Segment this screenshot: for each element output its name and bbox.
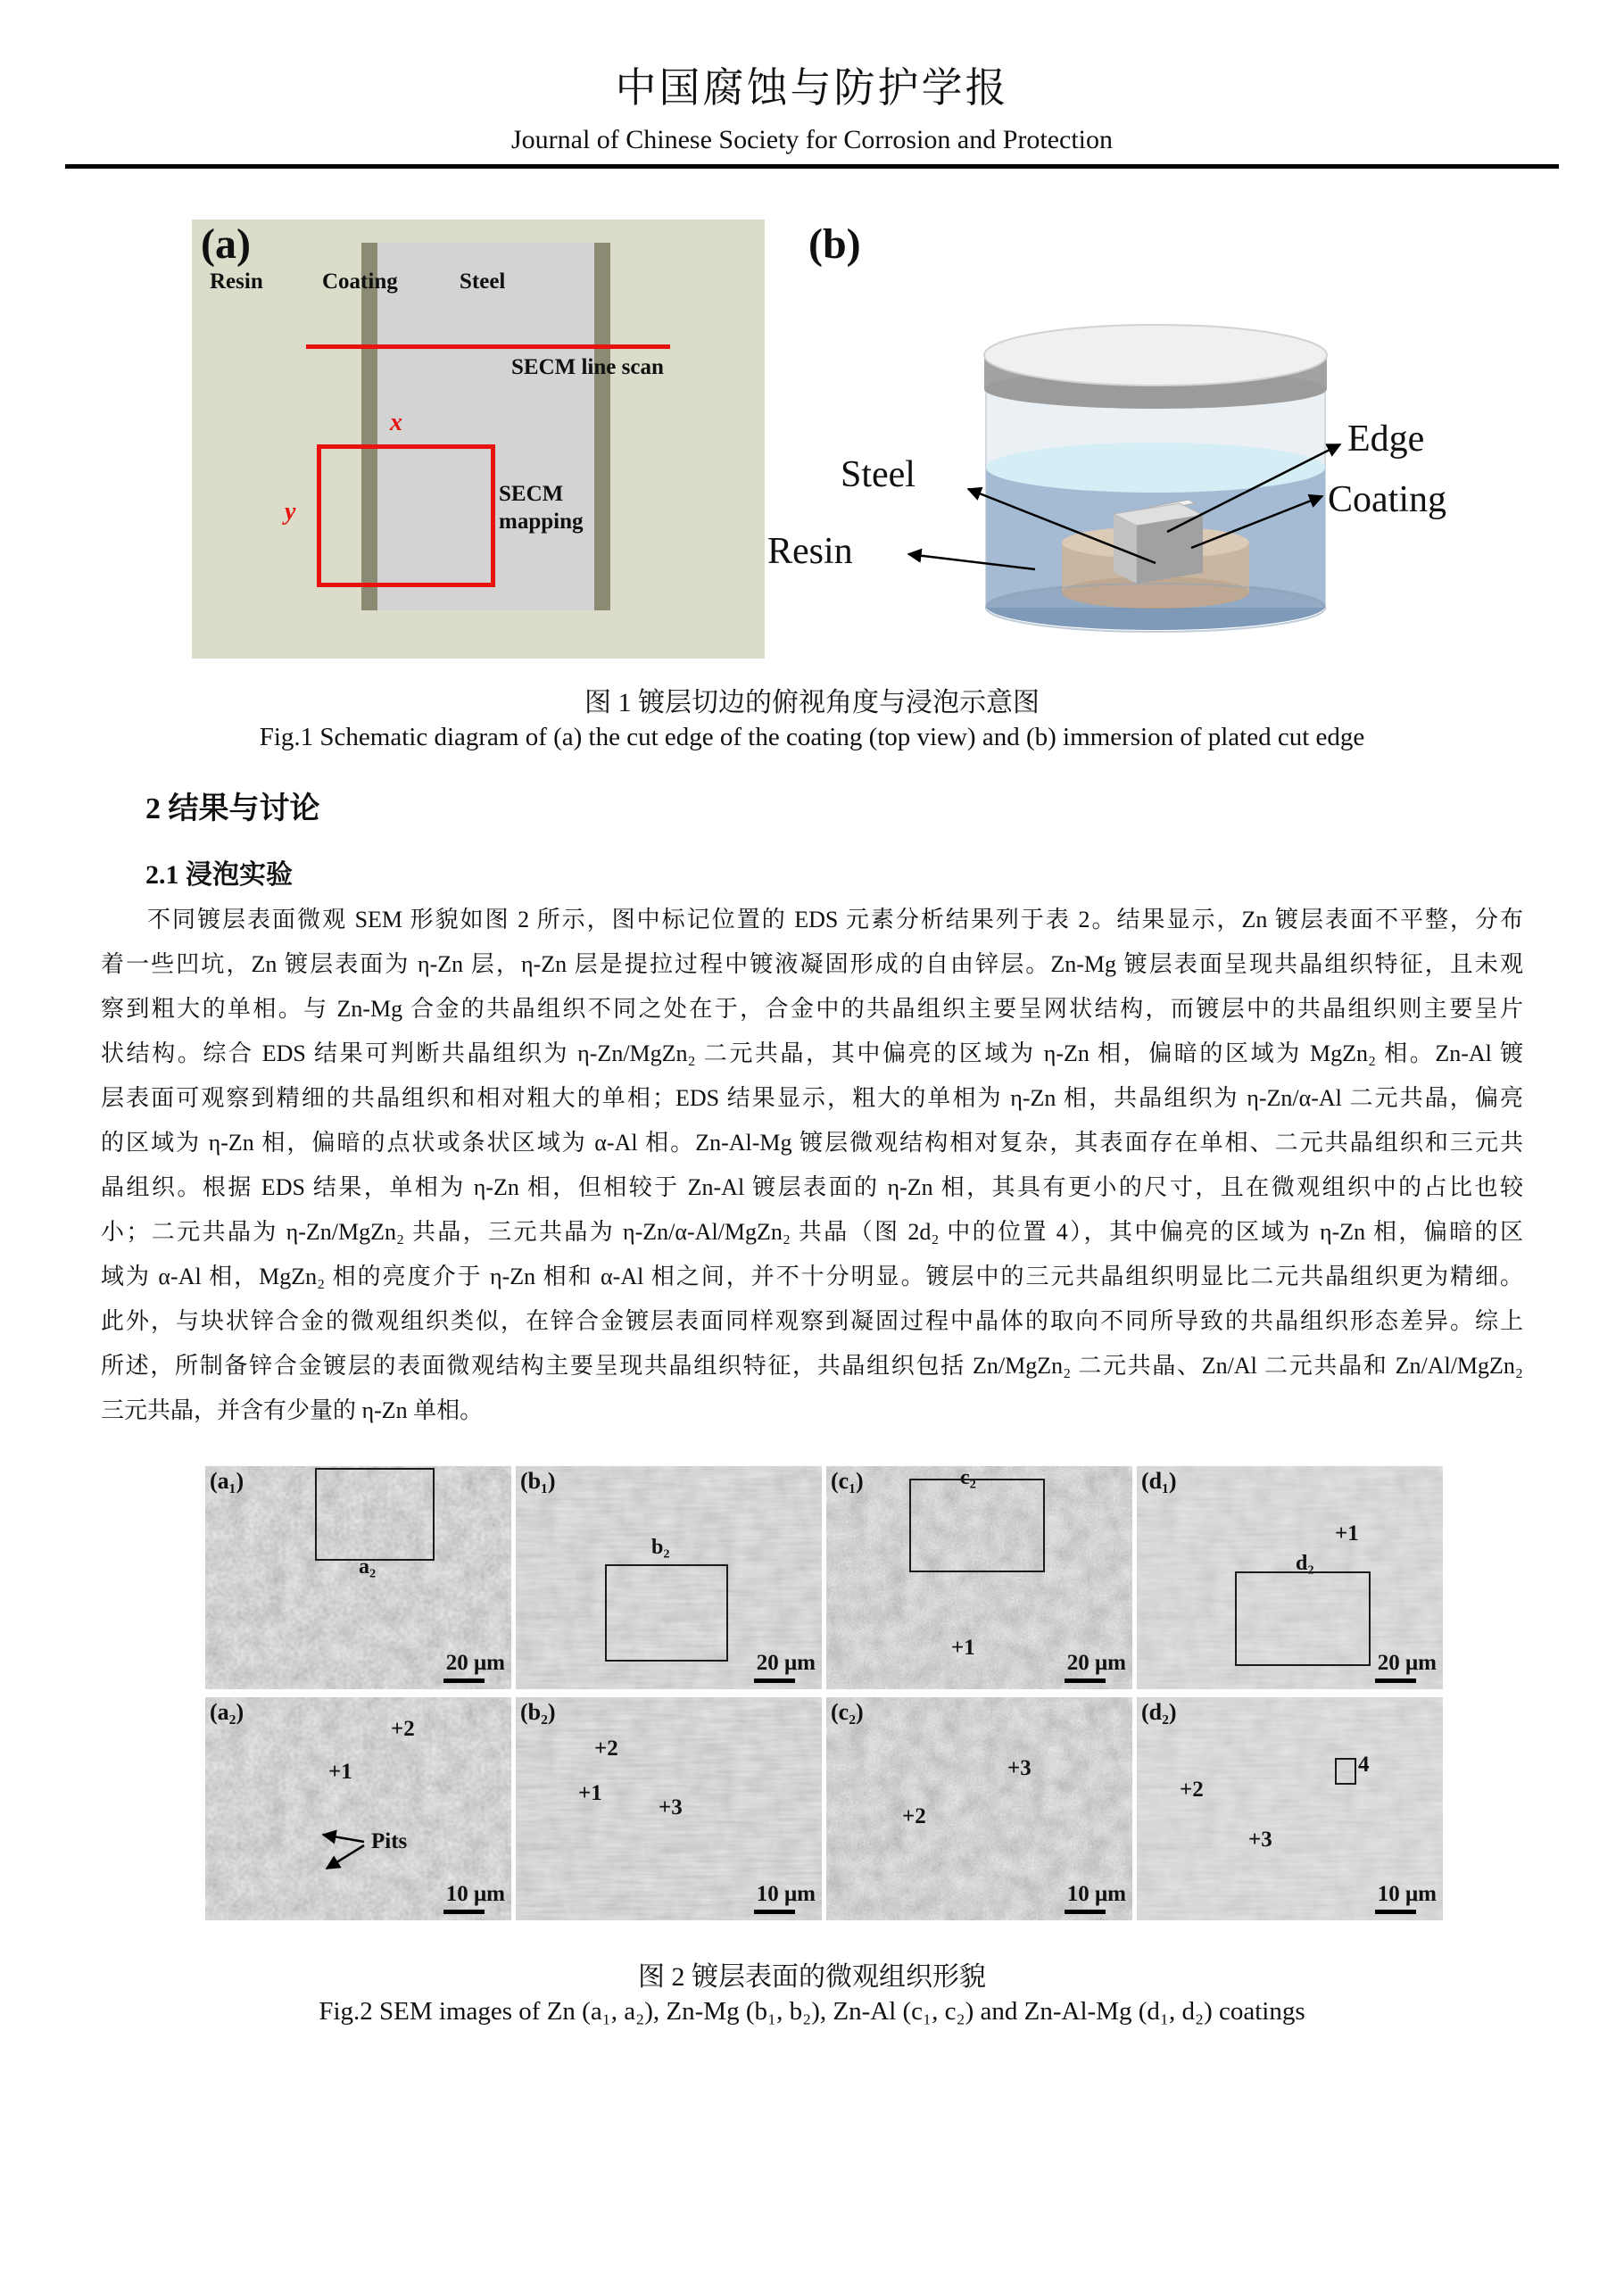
eds-marker: +3	[1248, 1828, 1272, 1852]
scale-bar	[754, 1910, 795, 1914]
eds-marker: +3	[659, 1795, 683, 1819]
body-line: 的区域为 η-Zn 相，偏暗的点状或条状区域为 α-Al 相。Zn-Al-Mg 镀层微观结构相对复杂，其表面存在单相、二元共晶组织和三元共	[101, 1130, 1523, 1156]
sem-panel-b1	[516, 1466, 822, 1689]
eds-marker: +2	[902, 1804, 926, 1828]
journal-title-cn: 中国腐蚀与防护学报	[615, 65, 1009, 111]
scale-bar	[1375, 1678, 1416, 1683]
scale-text: 10 μm	[1377, 1882, 1437, 1906]
sem-panel-d1	[1137, 1466, 1443, 1689]
eds-marker: +1	[951, 1636, 975, 1660]
secm-line-scan-label: SECM line scan	[511, 355, 664, 379]
eds-marker: +2	[594, 1737, 618, 1761]
eds-marker: +1	[1335, 1521, 1359, 1546]
coating-stripe-right	[594, 243, 610, 610]
scale-text: 20 μm	[1066, 1651, 1126, 1675]
resin-callout: Resin	[767, 531, 853, 572]
figure2-caption-cn: 图 2 镀层表面的微观组织形貌	[638, 1962, 986, 1992]
sem-panel-d2	[1137, 1697, 1443, 1920]
y-axis-label: y	[285, 498, 296, 526]
scale-text: 10 μm	[756, 1882, 816, 1906]
panel-a-label: (a)	[201, 220, 251, 268]
body-line: 层表面可观察到精细的共晶组织和相对粗大的单相；EDS 结果显示，粗大的单相为 η-Zn 相，共晶组织为 η-Zn/α-Al 二元共晶，偏亮	[101, 1085, 1523, 1111]
eds-marker: +1	[578, 1781, 602, 1805]
body-line: 着一些凹坑，Zn 镀层表面为 η-Zn 层，η-Zn 层是提拉过程中镀液凝固形成的自由锌层。Zn-Mg 镀层表面呈现共晶组织特征，且未观	[101, 951, 1523, 977]
body-line: 三元共晶，并含有少量的 η-Zn 单相。	[101, 1397, 484, 1423]
inset-rect	[315, 1468, 435, 1561]
scale-text: 20 μm	[756, 1651, 816, 1675]
figure1-panel-b	[767, 220, 1526, 659]
body-line: 晶组织。根据 EDS 结果，单相为 η-Zn 相，但相较于 Zn-Al 镀层表面的 η-Zn 相，其具有更小的尺寸，且在微观组织中的占比也较	[101, 1174, 1523, 1200]
body-line: 所述，所制备锌合金镀层的表面微观结构主要呈现共晶组织特征，共晶组织包括 Zn/MgZn₂ 二元共晶、Zn/Al 二元共晶和 Zn/Al/MgZn₂	[101, 1353, 1523, 1379]
sem-panel-c1	[826, 1466, 1132, 1689]
secm-mapping-label: SECM mapping	[499, 482, 584, 535]
scale-text: 20 μm	[445, 1651, 505, 1675]
resin-label: Resin	[210, 269, 263, 294]
scale-bar	[1375, 1910, 1416, 1914]
header-rule	[65, 164, 1559, 169]
figure1-caption-en: Fig.1 Schematic diagram of (a) the cut edge of the coating (top view) and (b) immersion of plated cut edge	[259, 723, 1365, 751]
panel-label: (c₁)	[831, 1468, 864, 1494]
figure1-caption-cn: 图 1 镀层切边的俯视角度与浸泡示意图	[584, 688, 1040, 717]
inset-label: b₂	[651, 1536, 670, 1559]
scale-bar	[754, 1678, 795, 1683]
body-line: 状结构。综合 EDS 结果可判断共晶组织为 η-Zn/MgZn₂ 二元共晶，其中偏亮的区域为 η-Zn 相，偏暗的区域为 MgZn₂ 相。Zn-Al 镀	[101, 1040, 1523, 1066]
journal-title-en: Journal of Chinese Society for Corrosion and Protection	[510, 125, 1114, 154]
steel-callout: Steel	[841, 454, 916, 495]
scale-bar	[443, 1678, 485, 1683]
sem-panel-a2	[205, 1697, 511, 1920]
glass-highlight	[986, 387, 1325, 608]
eds-marker: +1	[328, 1760, 352, 1784]
inset-label: c₂	[960, 1466, 976, 1489]
panel-label: (b₂)	[520, 1699, 556, 1725]
inset-rect	[909, 1479, 1045, 1572]
lid-top	[984, 325, 1327, 385]
figure2-caption-en: Fig.2 SEM images of Zn (a₁, a₂), Zn-Mg (b₁, b₂), Zn-Al (c₁, c₂) and Zn-Al-Mg (d₁, d₂) coatings	[319, 1997, 1305, 2026]
position4-rect	[1335, 1758, 1356, 1785]
panel-b-label: (b)	[808, 220, 861, 268]
pits-arrows-icon	[311, 1828, 369, 1879]
pits-label: Pits	[371, 1829, 408, 1853]
inset-rect	[605, 1564, 728, 1662]
steel-label: Steel	[460, 269, 506, 294]
subsection-heading: 2.1 浸泡实验	[145, 860, 293, 890]
coating-label: Coating	[322, 269, 398, 294]
coating-callout: Coating	[1328, 479, 1446, 520]
body-line: 小；二元共晶为 η-Zn/MgZn₂ 共晶，三元共晶为 η-Zn/α-Al/MgZn₂ 共晶（图 2d₂ 中的位置 4），其中偏亮的区域为 η-Zn 相，偏暗的区	[101, 1219, 1523, 1245]
panel-label: (c₂)	[831, 1699, 864, 1725]
panel-label: (a₂)	[210, 1699, 244, 1725]
figure2-sem-grid	[205, 1466, 1443, 1920]
panel-label: (b₁)	[520, 1468, 556, 1494]
eds-marker: +3	[1007, 1756, 1032, 1780]
x-axis-label: x	[390, 409, 402, 436]
eds-marker: 4	[1358, 1753, 1370, 1777]
scale-bar	[443, 1910, 485, 1914]
panel-label: (d₁)	[1141, 1468, 1177, 1494]
scale-text: 10 μm	[1066, 1882, 1126, 1906]
eds-marker: +2	[1180, 1778, 1204, 1802]
body-line: 不同镀层表面微观 SEM 形貌如图 2 所示，图中标记位置的 EDS 元素分析结果列于表 2。结果显示，Zn 镀层表面不平整，分布	[147, 907, 1523, 932]
scale-text: 10 μm	[445, 1882, 505, 1906]
panel-label: (d₂)	[1141, 1699, 1177, 1725]
panel-label: (a₁)	[210, 1468, 244, 1494]
sem-panel-a1	[205, 1466, 511, 1689]
edge-callout: Edge	[1347, 419, 1425, 460]
eds-marker: +2	[391, 1717, 415, 1741]
scale-bar	[1065, 1678, 1106, 1683]
inset-label: a₂	[359, 1555, 377, 1579]
scale-bar	[1065, 1910, 1106, 1914]
body-line: 域为 α-Al 相，MgZn₂ 相的亮度介于 η-Zn 相和 α-Al 相之间，并不十分明显。镀层中的三元共晶组织明显比二元共晶组织更为精细。	[101, 1264, 1523, 1289]
inset-label: d₂	[1296, 1552, 1314, 1575]
body-line: 察到粗大的单相。与 Zn-Mg 合金的共晶组织不同之处在于，合金中的共晶组织主要呈网状结构，而镀层中的共晶组织则主要呈片	[101, 996, 1523, 1022]
secm-line-scan-line	[306, 344, 670, 349]
sem-panel-c2	[826, 1697, 1132, 1920]
secm-mapping-rect	[317, 444, 495, 587]
sem-panel-b2	[516, 1697, 822, 1920]
body-paragraph	[101, 898, 1523, 1433]
scale-text: 20 μm	[1377, 1651, 1437, 1675]
inset-rect	[1235, 1571, 1371, 1666]
body-line: 此外，与块状锌合金的微观组织类似，在锌合金镀层表面同样观察到凝固过程中晶体的取向不同所导致的共晶组织形态差异。综上	[101, 1308, 1523, 1334]
figure1-panel-a	[192, 220, 765, 659]
section-heading: 2 结果与讨论	[145, 792, 320, 825]
